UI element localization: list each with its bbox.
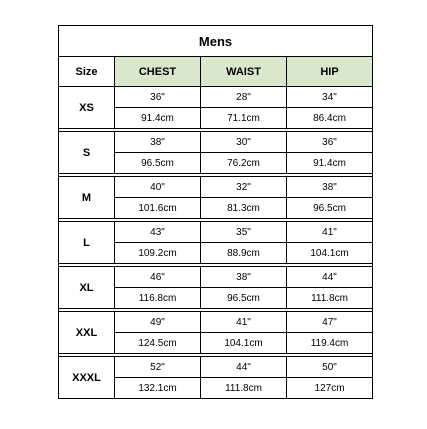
chest-inches-cell: 40" bbox=[115, 177, 201, 198]
waist-cm-cell: 88.9cm bbox=[201, 243, 287, 264]
size-label: S bbox=[59, 132, 115, 174]
hip-cm-cell: 119.4cm bbox=[287, 333, 373, 354]
size-label: XL bbox=[59, 267, 115, 309]
waist-cm-cell: 76.2cm bbox=[201, 153, 287, 174]
size-rows bbox=[59, 87, 373, 399]
hip-inches-cell: 34" bbox=[287, 87, 373, 108]
size-row-inches bbox=[59, 267, 373, 288]
waist-cm-cell: 104.1cm bbox=[201, 333, 287, 354]
chest-cm-cell: 124.5cm bbox=[115, 333, 201, 354]
hip-cm-cell: 96.5cm bbox=[287, 198, 373, 219]
waist-inches-cell: 44" bbox=[201, 357, 287, 378]
chest-inches-cell: 52" bbox=[115, 357, 201, 378]
chest-cm-cell: 116.8cm bbox=[115, 288, 201, 309]
waist-cm-cell: 111.8cm bbox=[201, 378, 287, 399]
waist-inches-cell: 30" bbox=[201, 132, 287, 153]
size-row-inches bbox=[59, 222, 373, 243]
hip-cm-cell: 104.1cm bbox=[287, 243, 373, 264]
size-label: XXL bbox=[59, 312, 115, 354]
chest-inches-cell: 36" bbox=[115, 87, 201, 108]
hip-inches-cell: 38" bbox=[287, 177, 373, 198]
chest-cm-cell: 109.2cm bbox=[115, 243, 201, 264]
header-waist: WAIST bbox=[201, 57, 287, 87]
waist-inches-cell: 35" bbox=[201, 222, 287, 243]
hip-inches-cell: 44" bbox=[287, 267, 373, 288]
size-label: L bbox=[59, 222, 115, 264]
chest-cm-cell: 101.6cm bbox=[115, 198, 201, 219]
chest-cm-cell: 91.4cm bbox=[115, 108, 201, 129]
chest-cm-cell: 132.1cm bbox=[115, 378, 201, 399]
chest-inches-cell: 49" bbox=[115, 312, 201, 333]
waist-inches-cell: 28" bbox=[201, 87, 287, 108]
size-row-inches bbox=[59, 312, 373, 333]
size-label: M bbox=[59, 177, 115, 219]
waist-cm-cell: 71.1cm bbox=[201, 108, 287, 129]
size-table bbox=[58, 25, 373, 399]
chest-inches-cell: 46" bbox=[115, 267, 201, 288]
hip-cm-cell: 111.8cm bbox=[287, 288, 373, 309]
table-title: Mens bbox=[59, 26, 373, 57]
size-label: XS bbox=[59, 87, 115, 129]
size-row-inches bbox=[59, 357, 373, 378]
chest-inches-cell: 43" bbox=[115, 222, 201, 243]
hip-inches-cell: 47" bbox=[287, 312, 373, 333]
waist-inches-cell: 32" bbox=[201, 177, 287, 198]
waist-cm-cell: 96.5cm bbox=[201, 288, 287, 309]
size-row-inches bbox=[59, 87, 373, 108]
header-hip: HIP bbox=[287, 57, 373, 87]
waist-inches-cell: 38" bbox=[201, 267, 287, 288]
header-chest: CHEST bbox=[115, 57, 201, 87]
size-row-inches bbox=[59, 132, 373, 153]
hip-cm-cell: 91.4cm bbox=[287, 153, 373, 174]
hip-inches-cell: 36" bbox=[287, 132, 373, 153]
hip-cm-cell: 127cm bbox=[287, 378, 373, 399]
size-label: XXXL bbox=[59, 357, 115, 399]
waist-cm-cell: 81.3cm bbox=[201, 198, 287, 219]
header-row bbox=[59, 57, 373, 87]
header-size: Size bbox=[59, 57, 115, 87]
size-row-inches bbox=[59, 177, 373, 198]
hip-inches-cell: 41" bbox=[287, 222, 373, 243]
chest-cm-cell: 96.5cm bbox=[115, 153, 201, 174]
waist-inches-cell: 41" bbox=[201, 312, 287, 333]
hip-cm-cell: 86.4cm bbox=[287, 108, 373, 129]
hip-inches-cell: 50" bbox=[287, 357, 373, 378]
size-chart bbox=[58, 25, 372, 407]
chest-inches-cell: 38" bbox=[115, 132, 201, 153]
